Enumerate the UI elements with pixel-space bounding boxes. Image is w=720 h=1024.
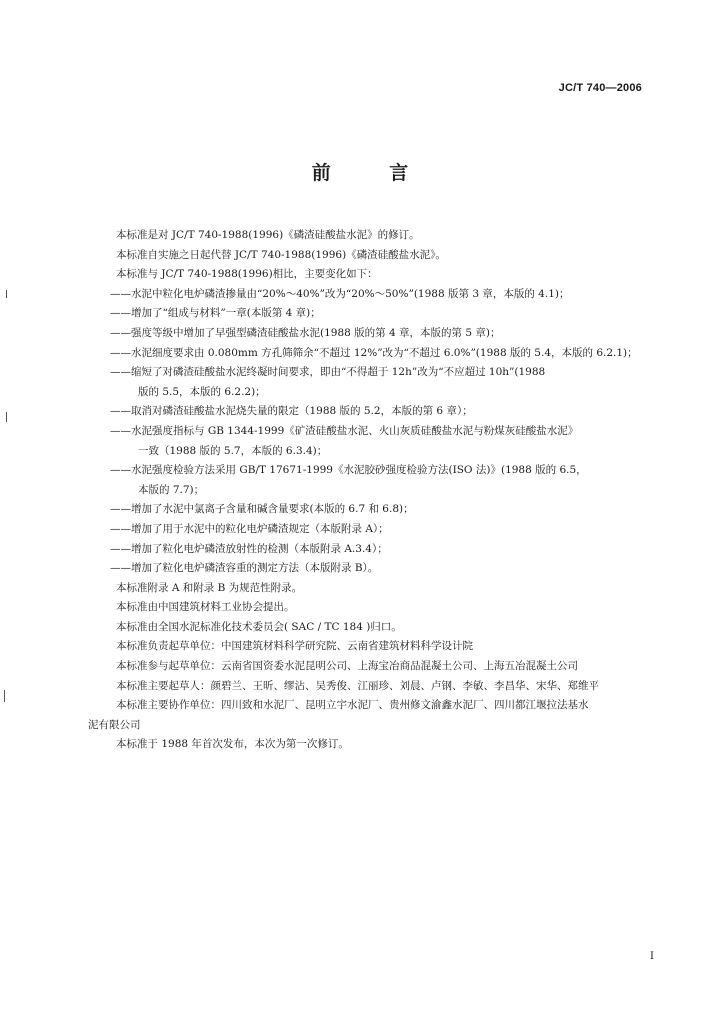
text-line: ——水泥强度检验方法采用 GB/T 17671-1999《水泥胶砂强度检验方法(ISO 法)》(1988 版的 6.5， — [110, 464, 587, 477]
text-line: 版的 5.5，本版的 6.2.2)； — [138, 385, 266, 398]
text-line: ——强度等级中增加了早强型磷渣硅酸盐水泥(1988 版的第 4 章，本版的第 5 章)； — [110, 326, 501, 339]
text-line: 本标准主要协作单位：四川致和水泥厂、昆明立宇水泥厂、贵州修文渝鑫水泥厂、四川都江堰拉法基水 — [116, 699, 589, 712]
scan-margin-mark — [6, 290, 7, 298]
document-code: JC/T 740—2006 — [558, 82, 642, 94]
page-title: 前 言 — [311, 162, 435, 184]
text-line: ——增加了“组成与材料”一章(本版第 4 章)； — [110, 307, 321, 320]
text-line: ——增加了水泥中氯离子含量和碱含量要求(本版的 6.7 和 6.8)； — [110, 503, 414, 516]
text-line: 本标准负责起草单位：中国建筑材料科学研究院、云南省建筑材料科学设计院 — [116, 640, 473, 653]
text-line: 泥有限公司 — [88, 718, 141, 731]
text-line: 本标准与 JC/T 740-1988(1996)相比，主要变化如下： — [116, 268, 378, 281]
text-line: ——取消对磷渣硅酸盐水泥烧失量的限定（1988 版的 5.2，本版的第 6 章）； — [110, 405, 473, 418]
scan-margin-mark — [4, 690, 5, 702]
text-line: 本标准于 1988 年首次发布，本次为第一次修订。 — [116, 738, 349, 751]
text-line: 一致（1988 版的 5.7，本版的 6.3.4)； — [138, 444, 328, 457]
page-number: I — [650, 951, 654, 962]
text-line: 本标准附录 A 和附录 B 为规范性附录。 — [116, 581, 303, 594]
scan-margin-mark — [6, 412, 7, 422]
text-line: 本标准由全国水泥标准化技术委员会( SAC / TC 184 )归口。 — [116, 620, 402, 633]
text-line: ——增加了粒化电炉磷渣放射性的检测（本版附录 A.3.4）； — [110, 542, 388, 555]
text-line: ——水泥中粒化电炉磷渣掺量由“20%～40%”改为“20%～50%”(1988 版第 3 章，本版的 4.1)； — [110, 287, 570, 300]
text-line: ——水泥细度要求由 0.080mm 方孔筛筛余“不超过 12%”改为“不超过 6.0%”(1988 版的 5.4，本版的 6.2.1)； — [110, 346, 638, 359]
text-line: ——水泥强度指标与 GB 1344-1999《矿渣硅酸盐水泥、火山灰质硅酸盐水泥与粉煤灰硅酸盐水泥》 — [110, 424, 579, 437]
text-line: ——增加了用于水泥中的粒化电炉磷渣规定（本版附录 A）； — [110, 522, 389, 535]
text-line: 本标准参与起草单位：云南省国资委水泥昆明公司、上海宝冶商品混凝土公司、上海五冶混凝土公司 — [116, 660, 578, 673]
text-line: 本标准主要起草人：颜碧兰、王昕、缪沾、吴秀俊、江丽珍、刘晨、卢钢、李敏、李昌华、宋华、郑维平 — [116, 679, 599, 692]
text-line: ——缩短了对磷渣硅酸盐水泥终凝时间要求，即由“不得超于 12h”改为“不应超过 10h”(1988 — [110, 366, 546, 379]
document-body — [88, 226, 658, 755]
text-line: ——增加了粒化电炉磷渣容重的测定方法（本版附录 B）。 — [110, 562, 379, 575]
text-line: 本标准由中国建筑材料工业协会提出。 — [116, 601, 295, 614]
text-line: 本版的 7.7)； — [138, 483, 205, 496]
text-line: 本标准自实施之日起代替 JC/T 740-1988(1996)《磷渣硅酸盐水泥》。 — [116, 248, 446, 261]
text-line: 本标准是对 JC/T 740-1988(1996)《磷渣硅酸盐水泥》的修订。 — [116, 229, 420, 241]
